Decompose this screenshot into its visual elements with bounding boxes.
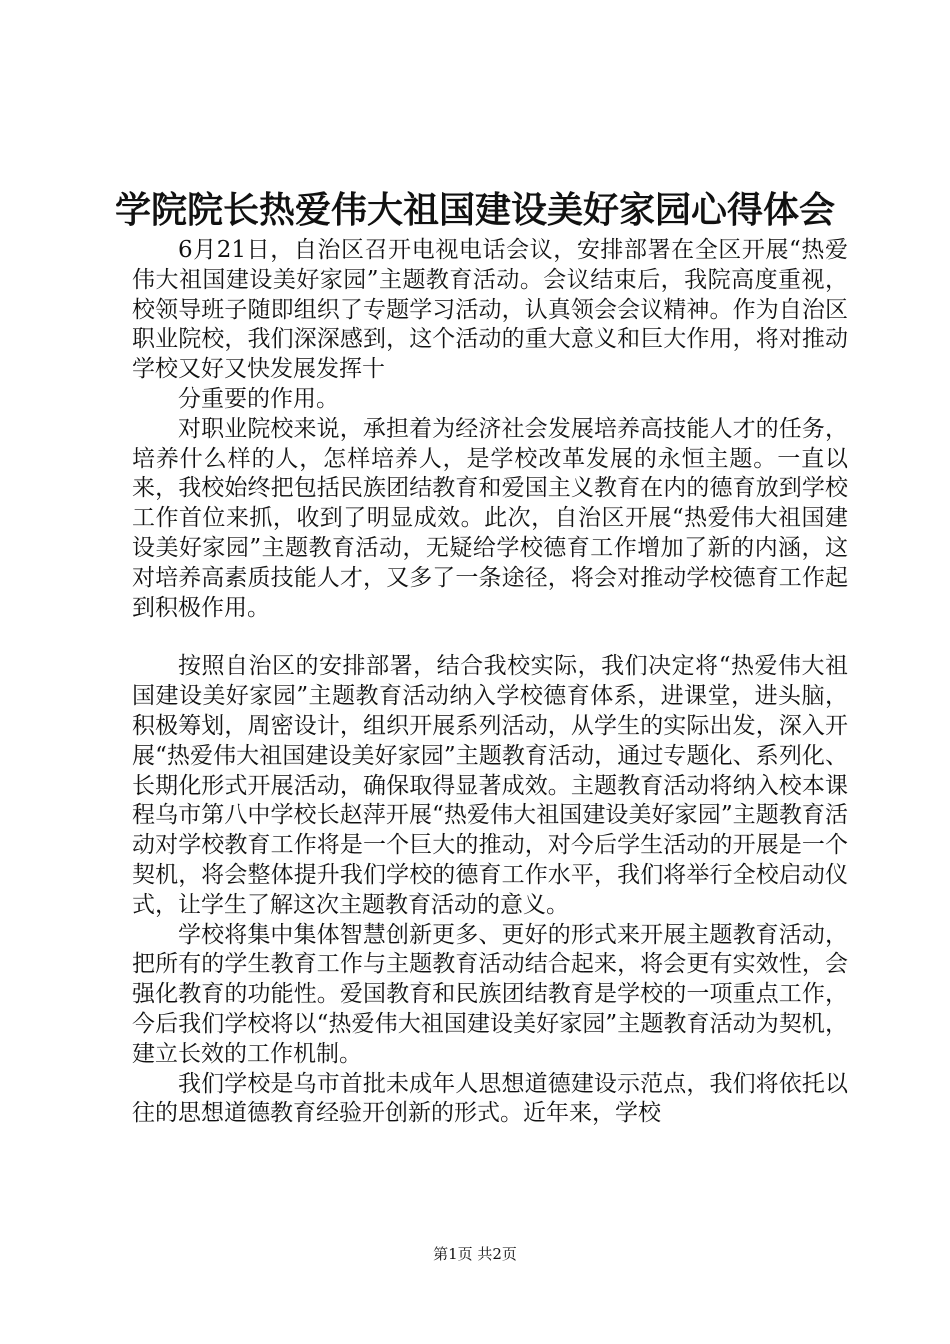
paragraph-4: 学校将集中集体智慧创新更多、更好的形式来开展主题教育活动，把所有的学生教育工作与主题教育活动结合起来，将会更有实效性，会强化教育的功能性。爱国教育和民族团结教育是学校的一项重点工作，今后我们学校将以“热爱伟大祖国建设美好家园”主题教育活动为契机，建立长效的工作机制。 [132,921,848,1067]
document-title: 学院院长热爱伟大祖国建设美好家园心得体会 [114,189,835,231]
paragraph-3: 按照自治区的安排部署，结合我校实际，我们决定将“热爱伟大祖国建设美好家园”主题教育活动纳入学校德育体系，进课堂，进头脑，积极筹划，周密设计，组织开展系列活动，从学生的实际出发，深入开展“热爱伟大祖国建设美好家园”主题教育活动，通过专题化、系列化、长期化形式开展活动，确保取得显著成效。主题教育活动将纳入校本课程乌市第八中学校长赵萍开展“热爱伟大祖国建设美好家园”主题教育活动对学校教育工作将是一个巨大的推动，对今后学生活动的开展是一个契机，将会整体提升我们学校的德育工作水平，我们将举行全校启动仪式，让学生了解这次主题教育活动的意义。 [132,653,848,918]
document-body [132,236,848,1129]
paragraph-1: 6月21日，自治区召开电视电话会议，安排部署在全区开展“热爱伟大祖国建设美好家园”主题教育活动。会议结束后，我院高度重视，校领导班子随即组织了专题学习活动，认真领会会议精神。作为自治区职业院校，我们深深感到，这个活动的重大意义和巨大作用，将对推动学校又好又快发展发挥十 [132,237,848,383]
page-number: 第1页 共2页 [433,1245,517,1263]
paragraph-2: 对职业院校来说，承担着为经济社会发展培养高技能人才的任务，培养什么样的人，怎样培养人，是学校改革发展的永恒主题。一直以来，我校始终把包括民族团结教育和爱国主义教育在内的德育放到学校工作首位来抓，收到了明显成效。此次，自治区开展“热爱伟大祖国建设美好家园”主题教育活动，无疑给学校德育工作增加了新的内涵，这对培养高素质技能人才，又多了一条途径，将会对推动学校德育工作起到积极作用。 [132,415,848,621]
paragraph-1-continuation: 分重要的作用。 [178,385,339,412]
paragraph-5: 我们学校是乌市首批未成年人思想道德建设示范点，我们将依托以往的思想道德教育经验开创新的形式。近年来，学校 [132,1070,848,1127]
